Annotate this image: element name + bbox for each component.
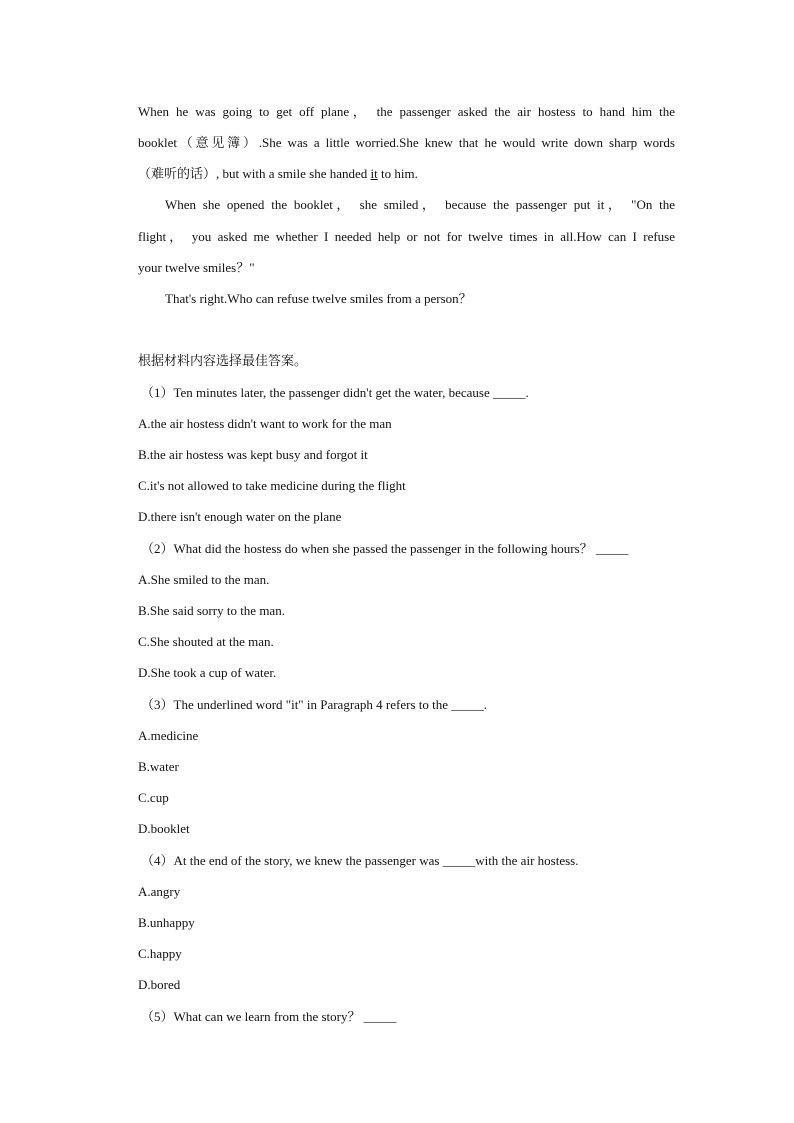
- passage-p1-line3-pre: （难听的话）, but with a smile she handed: [138, 166, 371, 181]
- question-4-option-d: D.bored: [138, 977, 181, 992]
- passage-p2-line3: your twelve smiles？": [138, 260, 255, 275]
- question-4-option-a: A.angry: [138, 884, 181, 899]
- passage-p1-line3: [138, 166, 418, 182]
- question-2-option-d: D.She took a cup of water.: [138, 665, 277, 680]
- question-4-stem: （4）At the end of the story, we knew the passenger was _____with the air hostess.: [141, 853, 579, 868]
- question-2-option-b: B.She said sorry to the man.: [138, 603, 285, 618]
- question-3-option-b: B.water: [138, 759, 179, 774]
- question-4-option-c: C.happy: [138, 946, 182, 961]
- question-1-option-b: B.the air hostess was kept busy and forgot it: [138, 447, 368, 462]
- question-4-option-b: B.unhappy: [138, 915, 195, 930]
- question-5-stem: （5）What can we learn from the story？ _____: [141, 1009, 397, 1024]
- question-3-option-c: C.cup: [138, 790, 169, 805]
- question-3-option-d: D.booklet: [138, 821, 190, 836]
- instruction: 根据材料内容选择最佳答案。: [138, 353, 308, 368]
- passage-p3-line1: That's right.Who can refuse twelve smiles from a person？: [165, 291, 472, 306]
- question-1-option-d: D.there isn't enough water on the plane: [138, 509, 342, 524]
- question-3-option-a: A.medicine: [138, 728, 199, 743]
- passage-p1-line3-post: to him.: [377, 166, 418, 181]
- question-3-stem: （3）The underlined word "it" in Paragraph 4 refers to the _____.: [141, 697, 487, 712]
- passage-p1-line2: booklet（意见簿）.She was a little worried.She knew that he would write down sharp words: [138, 135, 675, 150]
- question-1-option-c: C.it's not allowed to take medicine during the flight: [138, 478, 406, 493]
- passage-p1-line1: When he was going to get off plane， the passenger asked the air hostess to hand him the: [138, 104, 675, 119]
- passage-p2-line1: When she opened the booklet， she smiled， because the passenger put it， "On the: [165, 197, 675, 212]
- question-2-option-a: A.She smiled to the man.: [138, 572, 270, 587]
- question-2-stem: （2）What did the hostess do when she passed the passenger in the following hours？ _____: [141, 541, 629, 556]
- underlined-it: it: [370, 166, 378, 181]
- question-2-option-c: C.She shouted at the man.: [138, 634, 274, 649]
- question-1-option-a: A.the air hostess didn't want to work for the man: [138, 416, 392, 431]
- question-1-stem: （1）Ten minutes later, the passenger didn't get the water, because _____.: [141, 385, 529, 400]
- passage-p2-line2: flight， you asked me whether I needed help or not for twelve times in all.How can I refuse: [138, 229, 675, 244]
